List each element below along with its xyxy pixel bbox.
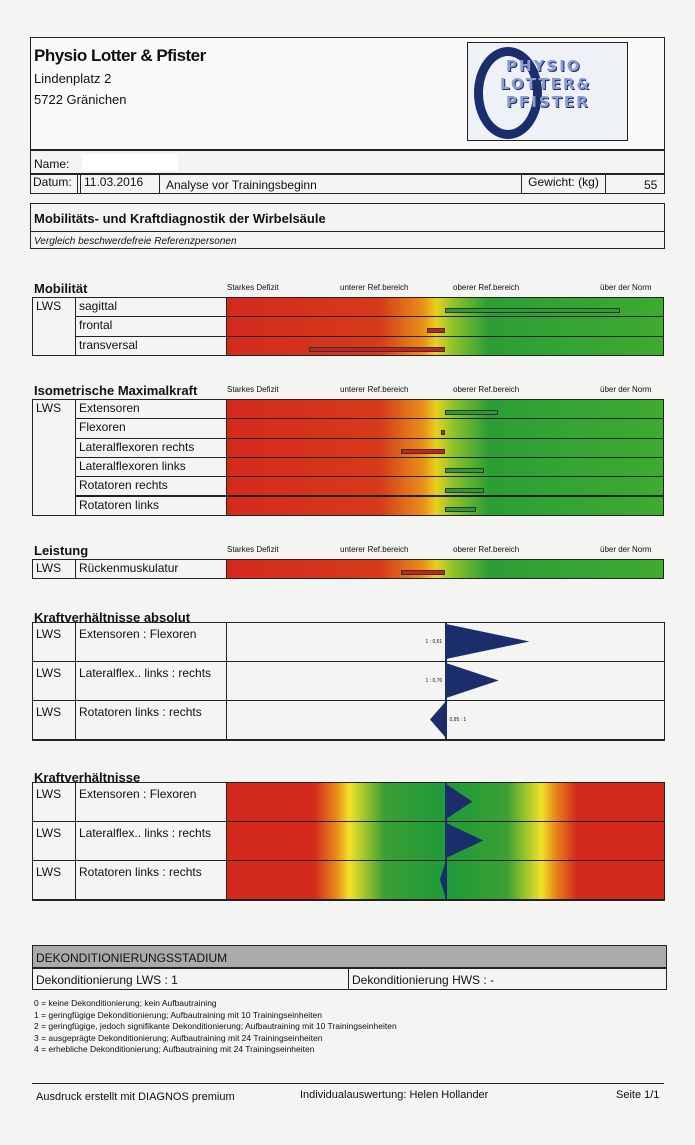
kraft-row-label: Flexoren [75,418,227,438]
dekond-divider [348,968,349,990]
leistung-value-bar [401,570,445,575]
scale-label: oberer Ref.bereich [453,545,520,554]
arrow-shape [446,624,529,659]
ratio-row-label: Rotatoren links : rechts [75,860,227,900]
mobilitaet-gradient-row [226,297,664,317]
footer-left: Ausdruck erstellt mit DIAGNOS premium [36,1091,235,1103]
kraft-value-bar [445,488,484,493]
report-title-divider [30,231,665,232]
report-subtitle: Vergleich beschwerdefreie Referenzpersonen [34,236,237,247]
ratio_abs-ratio-arrow [446,662,503,701]
mobilitaet-row-label: frontal [75,316,227,336]
company-street: Lindenplatz 2 [34,71,112,86]
mobilitaet-title: Mobilität [34,281,88,296]
kraft-row-label: Lateralflexoren rechts [75,438,227,458]
arrow-shape [446,823,483,858]
mobilitaet-value-bar [309,347,445,352]
scale-label: unterer Ref.bereich [340,545,409,554]
kraft-row-label: Rotatoren rechts [75,476,227,496]
date-value: 11.03.2016 [80,174,160,194]
ratio_abs-region-cell: LWS [32,700,76,740]
logo-line-2: LOTTER& [500,75,592,93]
arrow-shape [446,663,499,698]
ratio-row-label: Lateralflex.. links : rechts [75,821,227,861]
leistung-gradient-row [226,559,664,579]
scale-label: Starkes Defizit [227,283,279,292]
dekond-legend [34,998,397,1056]
mobilitaet-row-label: sagittal [75,297,227,317]
scale-label: Starkes Defizit [227,545,279,554]
ratio-region-cell: LWS [32,821,76,861]
kraft-row-label: Extensoren [75,399,227,419]
kraft-title: Isometrische Maximalkraft [34,383,198,398]
dekond-hws: Dekonditionierung HWS : - [352,973,495,987]
scale-label: unterer Ref.bereich [340,385,409,394]
scale-label: über der Norm [600,385,652,394]
kraft-row-label: Lateralflexoren links [75,457,227,477]
ratio_abs-row-label: Extensoren : Flexoren [75,622,227,662]
kraft-row-label: Rotatoren links [75,496,227,516]
kraft-value-bar [445,468,484,473]
footer-rule [32,1083,664,1084]
ratio_abs-title: Kraftverhältnisse absolut [34,610,191,625]
ratio-title: Kraftverhältnisse [34,770,141,785]
scale-label: über der Norm [600,545,652,554]
analysis-label: Analyse vor Trainingsbeginn [166,178,317,192]
legend-line: 0 = keine Dekonditionierung; kein Aufbautraining [34,998,217,1008]
ratio-ratio-arrow [446,783,476,822]
ratio_abs-ratio-arrow [430,701,447,740]
scale-label: Starkes Defizit [227,385,279,394]
legend-line: 1 = geringfügige Dekonditionierung; Aufbautraining mit 10 Trainingseinheiten [34,1009,323,1020]
ratio-row-label: Extensoren : Flexoren [75,782,227,822]
company-city: 5722 Gränichen [34,92,127,107]
leistung-title: Leistung [34,543,89,558]
logo-line-3: PFISTER [506,93,590,111]
ratio_abs-ratio-arrow [446,623,533,662]
ratio-region-cell: LWS [32,782,76,822]
scale-label: oberer Ref.bereich [453,283,520,292]
ratio-region-cell: LWS [32,860,76,900]
mobilitaet-row-label: transversal [75,336,227,356]
kraft-value-bar [445,410,498,415]
ratio-ratio-arrow [440,861,448,900]
legend-line: 2 = geringfügige, jedoch signifikante Dekonditionierung; Aufbautraining mit 10 Trainingseinheiten [34,1021,397,1032]
kraft-value-bar [445,507,476,512]
footer-center: Individualauswertung: Helen Hollander [300,1089,489,1101]
kraft-value-bar [401,449,445,454]
kraft-region-cell: LWS [32,399,76,516]
weight-label: Gewicht: (kg) [521,174,606,194]
kraft-gradient-row [226,476,664,496]
scale-label: über der Norm [600,283,652,292]
mobilitaet-region-cell: LWS [32,297,76,356]
logo-line-1: PHYSIO [506,57,582,75]
dekond-lws: Dekonditionierung LWS : 1 [36,973,178,987]
arrow-shape [440,862,446,897]
mobilitaet-value-bar [427,328,445,333]
leistung-row-label: Rückenmuskulatur [75,559,227,579]
footer-right: Seite 1/1 [616,1089,660,1101]
name-label: Name: [34,157,70,171]
ratio_abs-ratio-value: 1 : 0,61 [425,638,443,645]
name-redacted [82,154,178,171]
mobilitaet-gradient-row [226,316,664,336]
ratio_abs-ratio-value: 0,95 : 1 [449,716,467,723]
ratio_abs-row-label: Lateralflex.. links : rechts [75,661,227,701]
leistung-region-cell: LWS [32,559,76,579]
arrow-shape [446,784,472,819]
ratio_abs-row-label: Rotatoren links : rechts [75,700,227,740]
legend-line: 4 = erhebliche Dekonditionierung; Aufbautraining mit 24 Trainingseinheiten [34,1044,315,1055]
kraft-gradient-row [226,496,664,516]
kraft-value-bar [441,430,445,435]
scale-label: oberer Ref.bereich [453,385,520,394]
dekond-title: DEKONDITIONIERUNGSSTADIUM [36,951,228,965]
ratio_abs-region-cell: LWS [32,661,76,701]
kraft-gradient-row [226,457,664,477]
mobilitaet-value-bar [445,308,620,313]
ratio_abs-region-cell: LWS [32,622,76,662]
company-name: Physio Lotter & Pfister [34,46,206,65]
arrow-shape [430,702,445,737]
scale-label: unterer Ref.bereich [340,283,409,292]
ratio_abs-ratio-value: 1 : 0,76 [425,677,443,684]
weight-value: 55 [644,178,658,192]
kraft-gradient-row [226,399,664,419]
mobilitaet-gradient-row [226,336,664,356]
kraft-gradient-row [226,438,664,458]
date-label: Datum: [30,174,78,194]
kraft-gradient-row [226,418,664,438]
company-logo [467,42,628,141]
report-title: Mobilitäts- und Kraftdiagnostik der Wirbelsäule [34,211,326,226]
legend-line: 3 = ausgeprägte Dekonditionierung; Aufbautraining mit 24 Trainingseinheiten [34,1032,323,1043]
ratio-ratio-arrow [446,822,487,861]
